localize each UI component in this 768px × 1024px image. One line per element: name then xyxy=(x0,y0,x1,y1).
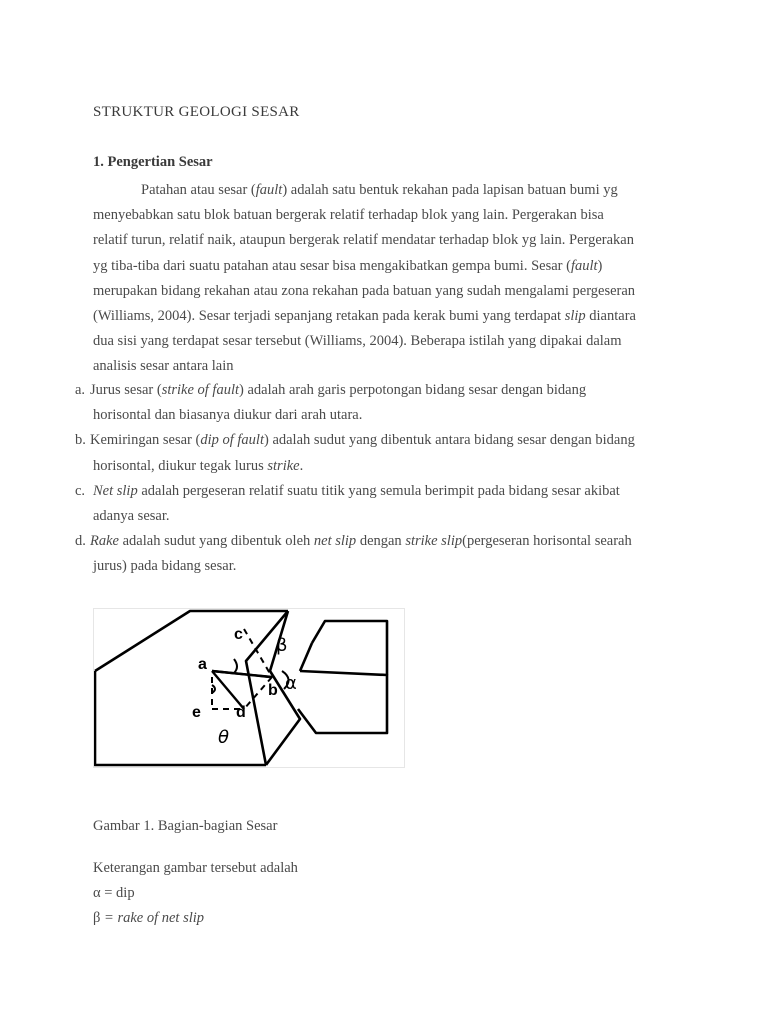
beta-equals: = xyxy=(100,910,118,926)
label-b: b xyxy=(268,682,278,699)
italic-term: strike xyxy=(267,457,300,474)
label-beta: β xyxy=(276,635,288,656)
document-title: STRUKTUR GEOLOGI SESAR xyxy=(93,104,300,120)
text: dengan xyxy=(356,533,406,550)
list-marker: c. xyxy=(75,482,86,499)
paragraph-line xyxy=(93,304,693,329)
list-line xyxy=(75,378,695,403)
label-a: a xyxy=(198,656,207,673)
text: adalah pergeseran relatif suatu titik yang semula berimpit pada bidang sesar akibat xyxy=(137,482,620,499)
text: Jurus sesar ( xyxy=(90,382,162,398)
list-line: jurus) pada bidang sesar. xyxy=(93,558,237,575)
section-heading: 1. Pengertian Sesar xyxy=(93,154,213,170)
italic-term: net slip xyxy=(313,533,357,550)
text: ) adalah arah garis perpotongan bidang sesar dengan bidang xyxy=(239,382,587,398)
italic-term: fault xyxy=(570,257,598,274)
italic-term: strike of fault xyxy=(161,382,240,398)
list-item-d xyxy=(75,529,695,579)
legend-block xyxy=(93,856,298,931)
alpha-definition: = dip xyxy=(100,885,135,901)
label-alpha: α xyxy=(285,673,297,694)
paragraph-line xyxy=(93,254,693,279)
italic-term: Net slip xyxy=(93,482,138,499)
text: Patahan atau sesar ( xyxy=(141,182,256,198)
right-block-front xyxy=(298,671,387,733)
left-block-top xyxy=(95,611,288,671)
text: ) adalah satu bentuk rekahan pada lapisan batuan bumi yg xyxy=(282,182,618,198)
text: Kemiringan sesar ( xyxy=(90,432,201,449)
alpha-symbol: α xyxy=(93,885,101,901)
intro-paragraph xyxy=(93,178,693,380)
label-c: c xyxy=(234,626,243,643)
text: (Williams, 2004). Sesar terjadi sepanjang retakan pada kerak bumi yang terdapat xyxy=(93,307,565,324)
italic-term: slip xyxy=(564,307,586,324)
list-marker: a. xyxy=(75,382,86,398)
list-marker: d. xyxy=(75,533,86,550)
right-block-top xyxy=(312,621,387,675)
fault-diagram-svg xyxy=(94,609,404,767)
list-line: adanya sesar. xyxy=(93,507,170,524)
paragraph-line: relatif turun, relatif naik, ataupun bergerak relatif mendatar terhadap blok yg lain. Pergerakan xyxy=(93,232,634,249)
italic-term: strike slip xyxy=(405,533,463,550)
text: diantara xyxy=(585,307,636,324)
list-item-c xyxy=(75,479,695,529)
beta-definition: rake of net slip xyxy=(117,910,205,926)
list-line xyxy=(75,454,695,479)
list-line xyxy=(75,428,695,453)
paragraph-line: menyebabkan satu blok batuan bergerak relatif terhadap blok yang lain. Pergerakan bisa xyxy=(93,207,604,224)
paragraph-line: dua sisi yang terdapat sesar tersebut (Williams, 2004). Beberapa istilah yang dipakai dalam xyxy=(93,333,622,350)
paragraph-line xyxy=(93,178,693,203)
text: adalah sudut yang dibentuk oleh xyxy=(118,533,314,550)
legend-alpha xyxy=(93,881,298,906)
figure-caption: Gambar 1. Bagian-bagian Sesar xyxy=(93,818,278,834)
fault-diagram xyxy=(93,608,405,768)
text: ) xyxy=(597,257,603,274)
text: . xyxy=(299,457,304,474)
beta-arc xyxy=(234,659,237,673)
net-slip-line xyxy=(212,671,270,677)
paragraph-line: analisis sesar antara lain xyxy=(93,358,234,375)
italic-term: fault xyxy=(255,182,283,198)
list-marker: b. xyxy=(75,432,86,449)
right-block-edge xyxy=(300,643,312,671)
text: horisontal, diukur tegak lurus xyxy=(93,457,268,474)
label-d: d xyxy=(236,704,246,721)
label-e: e xyxy=(192,704,201,721)
text: yg tiba-tiba dari suatu patahan atau sesar bisa mengakibatkan gempa bumi. Sesar ( xyxy=(93,257,571,274)
list-item-a xyxy=(75,378,695,428)
beta-symbol: β xyxy=(93,910,101,926)
italic-term: Rake xyxy=(90,533,119,550)
text: ) adalah sudut yang dibentuk antara bidang sesar dengan bidang xyxy=(263,432,635,449)
label-theta: θ xyxy=(218,727,230,748)
term-list xyxy=(75,378,695,580)
list-line: horisontal dan biasanya diukur dari arah utara. xyxy=(93,407,363,424)
paragraph-line: merupakan bidang rekahan atau zona rekahan pada batuan yang sudah mengalami pergeseran xyxy=(93,282,636,299)
legend-intro: Keterangan gambar tersebut adalah xyxy=(93,860,298,876)
list-line xyxy=(75,479,695,504)
list-line xyxy=(75,529,695,554)
legend-beta xyxy=(93,906,298,931)
text: (pergeseran horisontal searah xyxy=(462,533,632,550)
list-item-b xyxy=(75,428,695,478)
italic-term: dip of fault xyxy=(200,432,264,449)
